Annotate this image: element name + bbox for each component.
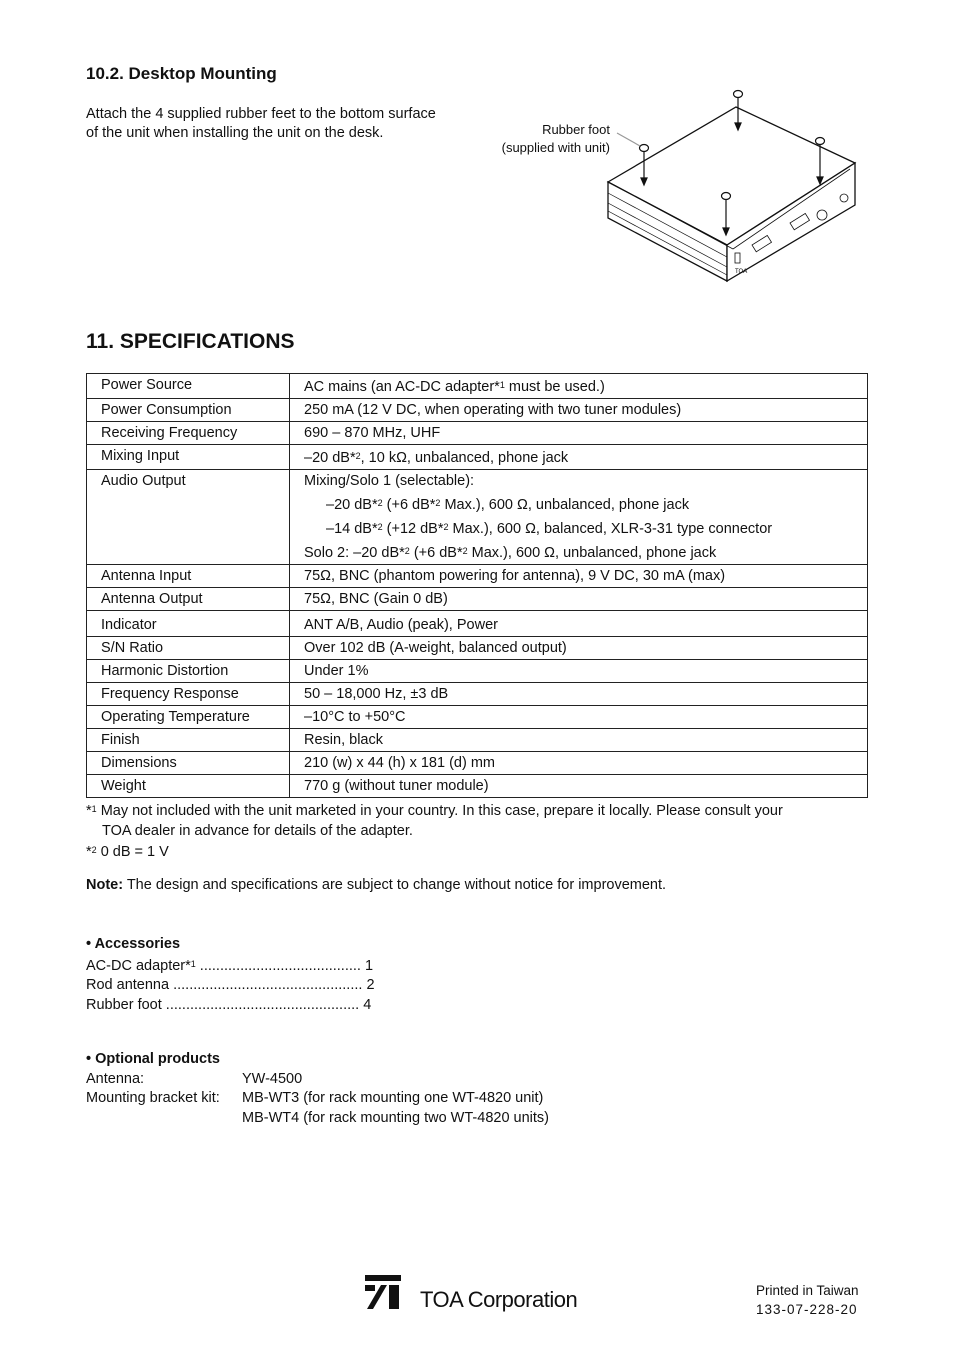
table-row [87,683,868,706]
spec-key: Audio Output [87,470,290,565]
spec-key: Power Source [87,374,290,399]
table-row [87,374,868,399]
list-item: Antenna: YW-4500 [86,1070,303,1087]
note-text: The design and specifications are subject to change without notice for improvement. [123,877,667,893]
unit-logo-mark: TOA [735,269,748,275]
note [86,877,666,893]
footnote-2: *$^2$ 0 dB = 1 V [86,844,169,860]
spec-key: Finish [87,729,290,752]
spec-key: Mixing Input [87,445,290,470]
spec-key: Operating Temperature [87,706,290,729]
spec-key: S/N Ratio [87,637,290,660]
table-row [87,611,868,637]
section-heading-specifications: 11. SPECIFICATIONS [86,330,295,353]
spec-key: Antenna Output [87,588,290,611]
spec-value: Under 1% [290,660,868,683]
spec-key: Weight [87,775,290,798]
table-row [87,775,868,798]
company-name: TOA Corporation [420,1287,578,1312]
toa-logo-icon [365,1275,401,1311]
label-leader-line [617,133,640,146]
spec-value: 75Ω, BNC (Gain 0 dB) [290,588,868,611]
spec-value: Over 102 dB (A-weight, balanced output) [290,637,868,660]
spec-value: 75Ω, BNC (phantom powering for antenna), 9 V DC, 30 mA (max) [290,565,868,588]
optional-heading: • Optional products [86,1051,220,1067]
section-heading-desktop-mounting: 10.2. Desktop Mounting [86,64,277,83]
spec-key: Frequency Response [87,683,290,706]
note-label: Note: [86,877,124,893]
rubber-foot-4 [722,193,731,200]
spec-value: ANT A/B, Audio (peak), Power [290,611,868,637]
specifications-table [86,373,868,798]
spec-key: Power Consumption [87,399,290,422]
footnote-1: *$^1$ May not included with the unit marketed in your country. In this case, prepare it locally. Please consult your [86,803,783,819]
table-row [87,729,868,752]
table-row [87,637,868,660]
accessories-list [86,935,375,1015]
table-row [87,752,868,775]
spec-key: Dimensions [87,752,290,775]
spec-value: 250 mA (12 V DC, when operating with two tuner modules) [290,399,868,422]
spec-value: 50 – 18,000 Hz, ±3 dB [290,683,868,706]
spec-key: Harmonic Distortion [87,660,290,683]
table-row [87,565,868,588]
printed-in: Printed in Taiwan [756,1283,859,1298]
list-item: AC-DC adapter*$^1$ ........................................ 1 [86,957,374,974]
spec-key: Antenna Input [87,565,290,588]
table-row [87,706,868,729]
spec-value: Mixing/Solo 1 (selectable): –20 dB*$^2$ (+6 dB*$^2$ Max.), 600 Ω, unbalanced, phone jack –14 dB*$^2$ (+12 dB*$^2$ Max.), 600 Ω, balanced, XLR-3-31 type connector Solo 2: –20 dB*$^2$ (+6 dB*$^2$ Max.), 600 Ω, unbalanced, phone jack [290,470,868,565]
spec-value: –10°C to +50°C [290,706,868,729]
document-code: 133-07-228-20 [756,1302,858,1317]
table-row [87,588,868,611]
list-item: Rubber foot ................................................ 4 [86,996,372,1013]
unit-illustration [600,85,865,290]
intro-line-1: Attach the 4 supplied rubber feet to the bottom surface [86,106,436,122]
intro-line-2: of the unit when installing the unit on the desk. [86,125,384,141]
spec-key: Receiving Frequency [87,422,290,445]
print-info [756,1281,859,1319]
rubber-foot-2 [640,145,649,152]
table-row [87,470,868,565]
rubber-foot-label-line2: (supplied with unit) [501,140,610,155]
spec-value: 210 (w) x 44 (h) x 181 (d) mm [290,752,868,775]
rubber-foot-label [480,121,610,157]
rubber-foot-1 [734,91,743,98]
spec-value: 690 – 870 MHz, UHF [290,422,868,445]
list-item: MB-WT4 (for rack mounting two WT-4820 units) [242,1109,549,1126]
footnote-1-cont: TOA dealer in advance for details of the adapter. [102,822,413,839]
desktop-mounting-text [86,105,486,143]
list-item: Mounting bracket kit: MB-WT3 (for rack mounting one WT-4820 unit) [86,1090,544,1106]
footnotes [86,800,876,863]
table-row [87,445,868,470]
rubber-foot-label-line1: Rubber foot [542,122,610,137]
spec-value: Resin, black [290,729,868,752]
optional-products-list [86,1050,549,1128]
spec-key: Indicator [87,611,290,637]
rubber-foot-3 [816,138,825,145]
list-item: Rod antenna ............................................... 2 [86,977,375,993]
accessories-heading: • Accessories [86,936,181,952]
table-row [87,422,868,445]
table-row [87,399,868,422]
spec-value: –20 dB*$^2$, 10 kΩ, unbalanced, phone jack [290,445,868,470]
spec-value: 770 g (without tuner module) [290,775,868,798]
table-row [87,660,868,683]
spec-value: AC mains (an AC-DC adapter*$^1$ must be used.) [290,374,868,399]
